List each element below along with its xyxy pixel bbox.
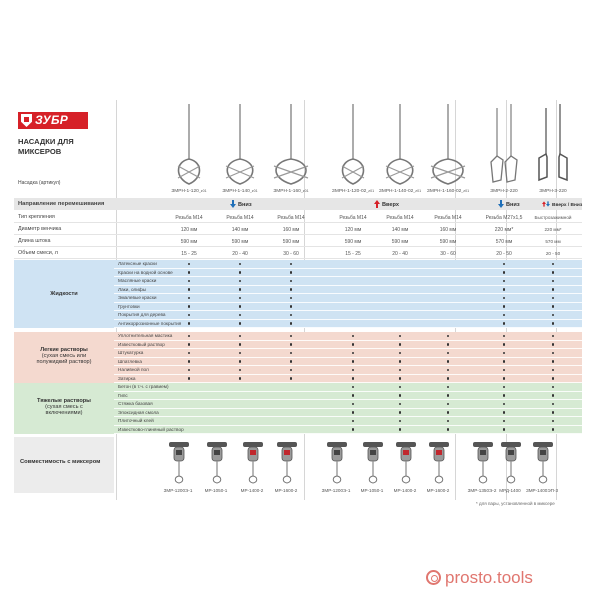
compatible-dot bbox=[352, 377, 355, 380]
compatible-dot bbox=[503, 314, 506, 317]
compatible-dot bbox=[503, 343, 506, 346]
compatible-dot bbox=[239, 322, 242, 325]
material-name: Известковый раствор bbox=[118, 341, 165, 347]
attachment-code-main: ЗМРН-3-220 bbox=[539, 189, 567, 194]
mixer-image bbox=[324, 440, 350, 489]
compatibility-label: Совместимость с миксером bbox=[20, 459, 101, 465]
material-row bbox=[114, 426, 582, 435]
compatible-dot bbox=[290, 314, 293, 317]
compatible-dot bbox=[352, 394, 355, 397]
compatible-dot bbox=[188, 377, 191, 380]
compatible-dot bbox=[188, 343, 191, 346]
material-name: Штукатурка bbox=[118, 350, 144, 356]
spec-value: 160 мм bbox=[282, 226, 300, 233]
direction-up-text: Вверх bbox=[382, 202, 399, 208]
spec-label: Объем смеси, л bbox=[18, 250, 58, 256]
mixer-model: МР-1400-2 bbox=[393, 488, 417, 493]
compatible-dot bbox=[447, 411, 450, 414]
compatible-dot bbox=[239, 360, 242, 363]
material-name: Грунтовки bbox=[118, 303, 140, 309]
mixer-paddle-image bbox=[385, 104, 415, 186]
attachment-code bbox=[327, 189, 379, 194]
material-row bbox=[114, 358, 582, 367]
compatible-dot bbox=[552, 335, 555, 338]
compatible-dot bbox=[188, 271, 191, 274]
spec-label: Тип крепления bbox=[18, 214, 55, 220]
material-row bbox=[114, 294, 582, 303]
arrow-down-icon bbox=[546, 200, 550, 208]
attachment-code-suffix: _z01 bbox=[300, 189, 309, 193]
compatible-dot bbox=[290, 288, 293, 291]
spec-value: Резьба М14 bbox=[386, 214, 414, 221]
material-name: Антикоррозионные покрытия bbox=[118, 320, 182, 326]
spec-value: 20 - 40 bbox=[232, 250, 248, 257]
mixer-paddle-image bbox=[486, 104, 522, 186]
attachment-label: Насадка (артикул) bbox=[18, 180, 61, 186]
compatible-dot bbox=[399, 369, 402, 372]
compatible-dot bbox=[290, 352, 293, 355]
material-section bbox=[14, 332, 582, 383]
compatible-dot bbox=[447, 386, 450, 389]
spec-value: 15 - 25 bbox=[181, 250, 197, 257]
zubr-logo bbox=[18, 112, 88, 129]
compatible-dot bbox=[503, 386, 506, 389]
mixer-image bbox=[204, 440, 230, 489]
spec-value: 570 мм bbox=[545, 238, 561, 244]
compatible-dot bbox=[352, 343, 355, 346]
material-row bbox=[114, 303, 582, 312]
attachment-code-suffix: _z01 bbox=[198, 189, 207, 193]
compatibility-label-cell bbox=[14, 437, 114, 493]
mixer-image bbox=[240, 440, 266, 489]
attachment-code-suffix: _z01 bbox=[249, 189, 258, 193]
compatible-dot bbox=[352, 428, 355, 431]
mixer-model: МР-1050-1 bbox=[204, 488, 228, 493]
mixer-model: МР-1050-1 bbox=[360, 488, 384, 493]
mixer-model: МР-1600-2 bbox=[426, 488, 450, 493]
direction-row bbox=[14, 198, 582, 210]
compatible-dot bbox=[552, 420, 555, 423]
compatible-dot bbox=[552, 271, 555, 274]
mixer-model: МР-1600-2 bbox=[274, 488, 298, 493]
section-label-cell bbox=[14, 383, 114, 434]
material-row bbox=[114, 349, 582, 358]
material-row bbox=[114, 383, 582, 392]
compatible-dot bbox=[447, 352, 450, 355]
spec-value: 590 мм bbox=[344, 238, 362, 245]
material-row bbox=[114, 277, 582, 286]
spec-value: Резьба М14 bbox=[226, 214, 254, 221]
compatible-dot bbox=[352, 360, 355, 363]
compatible-dot bbox=[352, 411, 355, 414]
compatible-dot bbox=[552, 386, 555, 389]
mixer-image bbox=[530, 440, 556, 489]
compatible-dot bbox=[188, 335, 191, 338]
spec-value: Резьба М14 bbox=[434, 214, 462, 221]
compatible-dot bbox=[503, 411, 506, 414]
compatible-dot bbox=[188, 360, 191, 363]
spec-value: 30 - 60 bbox=[283, 250, 299, 257]
compatible-dot bbox=[503, 335, 506, 338]
compatible-dot bbox=[399, 335, 402, 338]
spec-value: 570 мм bbox=[495, 238, 513, 245]
spec-value: Резьба М14 bbox=[339, 214, 367, 221]
compatible-dot bbox=[239, 288, 242, 291]
spec-value: 220 мм* bbox=[544, 226, 562, 232]
attachment-code-main: ЗМРН-1-160-02 bbox=[426, 189, 462, 194]
compatible-dot bbox=[352, 369, 355, 372]
arrow-up-icon bbox=[374, 200, 380, 208]
mixer-image bbox=[426, 440, 452, 489]
mixer-model: МР-1400-2 bbox=[240, 488, 264, 493]
compatible-dot bbox=[290, 263, 293, 266]
attachment-code-suffix: _z01 bbox=[366, 189, 375, 193]
attachment-code bbox=[265, 189, 317, 194]
material-name: Уплотнительная мастика bbox=[118, 333, 173, 339]
compatible-dot bbox=[503, 360, 506, 363]
compatible-dot bbox=[552, 369, 555, 372]
material-name: Эмалевые краски bbox=[118, 295, 157, 301]
section-title: Тяжелые растворы bbox=[37, 397, 91, 404]
compatible-dot bbox=[188, 369, 191, 372]
spec-value: 140 мм bbox=[231, 226, 249, 233]
attachment-code-suffix: _z01 bbox=[461, 189, 470, 193]
watermark-text: prosto.tools bbox=[445, 568, 533, 587]
compatible-dot bbox=[239, 305, 242, 308]
spec-row bbox=[14, 224, 582, 235]
attachment-code bbox=[527, 189, 579, 194]
mixer-paddle-image bbox=[433, 104, 463, 186]
compatible-dot bbox=[503, 305, 506, 308]
compatible-dot bbox=[399, 411, 402, 414]
compatible-dot bbox=[188, 297, 191, 300]
compatible-dot bbox=[399, 428, 402, 431]
compatible-dot bbox=[239, 314, 242, 317]
material-row bbox=[114, 400, 582, 409]
attachment-code bbox=[422, 189, 474, 194]
material-name: Затирка bbox=[118, 375, 136, 381]
spec-label: Длина штока bbox=[18, 238, 51, 244]
compatible-dot bbox=[503, 322, 506, 325]
compatible-dot bbox=[552, 314, 555, 317]
compatible-dot bbox=[503, 428, 506, 431]
compatible-dot bbox=[552, 377, 555, 380]
spec-value: 120 мм bbox=[344, 226, 362, 233]
compatible-dot bbox=[290, 305, 293, 308]
material-row bbox=[114, 366, 582, 375]
attachment-code-main: ЗМРН-2-220 bbox=[490, 189, 518, 194]
material-section bbox=[14, 260, 582, 328]
material-name: Шпатлевка bbox=[118, 358, 142, 364]
arrow-down-icon bbox=[498, 200, 504, 208]
spec-value: 140 мм bbox=[391, 226, 409, 233]
compatible-dot bbox=[552, 322, 555, 325]
compatible-dot bbox=[290, 297, 293, 300]
material-row bbox=[114, 417, 582, 426]
compatible-dot bbox=[239, 335, 242, 338]
material-row bbox=[114, 341, 582, 350]
material-row bbox=[114, 409, 582, 418]
compatible-dot bbox=[239, 369, 242, 372]
spec-value: 220 мм* bbox=[494, 226, 514, 233]
compatible-dot bbox=[399, 386, 402, 389]
spec-value: 160 мм bbox=[439, 226, 457, 233]
compatible-dot bbox=[290, 322, 293, 325]
spec-value: 120 мм bbox=[180, 226, 198, 233]
section-title: Жидкости bbox=[50, 291, 78, 297]
direction-up-group2 bbox=[374, 200, 399, 208]
compatible-dot bbox=[447, 343, 450, 346]
compatible-dot bbox=[447, 377, 450, 380]
compatible-dot bbox=[239, 352, 242, 355]
material-name: Краски на водной основе bbox=[118, 269, 173, 275]
attachment-code-main: ЗМРН-1-120 bbox=[171, 189, 199, 194]
compatible-dot bbox=[290, 343, 293, 346]
spec-value: Резьба М27х1,5 bbox=[485, 214, 523, 221]
material-row bbox=[114, 311, 582, 320]
compatible-dot bbox=[503, 271, 506, 274]
material-row bbox=[114, 260, 582, 269]
section-label bbox=[14, 398, 114, 417]
material-row bbox=[114, 332, 582, 341]
instagram-icon bbox=[426, 570, 441, 585]
compatible-dot bbox=[503, 288, 506, 291]
spec-row bbox=[14, 248, 582, 259]
logo-text: ЗУБР bbox=[35, 113, 69, 127]
section-label-cell bbox=[14, 260, 114, 328]
compatible-dot bbox=[239, 263, 242, 266]
compatible-dot bbox=[399, 352, 402, 355]
attachment-code-main: ЗМРН-1-160 bbox=[273, 189, 301, 194]
section-label bbox=[14, 291, 114, 297]
compatible-dot bbox=[188, 288, 191, 291]
material-name: Стяжка базовая bbox=[118, 401, 153, 407]
compatible-dot bbox=[552, 394, 555, 397]
material-name: Наливной пол bbox=[118, 367, 149, 373]
compatible-dot bbox=[399, 343, 402, 346]
compatible-dot bbox=[552, 352, 555, 355]
direction-down-text: Вниз bbox=[506, 202, 520, 208]
compatible-dot bbox=[290, 377, 293, 380]
compatible-dot bbox=[552, 288, 555, 291]
compatible-dot bbox=[352, 420, 355, 423]
attachment-code-main: ЗМРН-1-120-02 bbox=[331, 189, 367, 194]
compatible-dot bbox=[447, 420, 450, 423]
compatible-dot bbox=[552, 263, 555, 266]
material-row bbox=[114, 286, 582, 295]
mixer-paddle-image bbox=[276, 104, 306, 186]
compatible-dot bbox=[503, 394, 506, 397]
material-name: Гипс bbox=[118, 392, 128, 398]
compatible-dot bbox=[290, 369, 293, 372]
spec-label: Диаметр венчика bbox=[18, 226, 62, 232]
spec-value: 590 мм bbox=[439, 238, 457, 245]
spec-row bbox=[14, 212, 582, 223]
compatible-dot bbox=[552, 280, 555, 283]
compatible-dot bbox=[239, 297, 242, 300]
mixer-model: ЗМР-1400ЭП-3 bbox=[525, 488, 559, 493]
material-row bbox=[114, 320, 582, 329]
attachment-code bbox=[214, 189, 266, 194]
mixer-paddle-image bbox=[225, 104, 255, 186]
compatible-dot bbox=[188, 352, 191, 355]
mixer-image bbox=[360, 440, 386, 489]
compatible-dot bbox=[552, 305, 555, 308]
compatible-dot bbox=[399, 360, 402, 363]
compatible-dot bbox=[399, 394, 402, 397]
direction-label: Направление перемешивания bbox=[18, 201, 105, 207]
compatible-dot bbox=[552, 411, 555, 414]
compatible-dot bbox=[239, 377, 242, 380]
spec-value: 20 - 50 bbox=[545, 250, 561, 256]
compatible-dot bbox=[503, 369, 506, 372]
mixer-model: МРД-1400 bbox=[499, 488, 521, 493]
compatible-dot bbox=[552, 403, 555, 406]
page-title: НАСАДКИ ДЛЯ МИКСЕРОВ bbox=[18, 137, 74, 156]
compatible-dot bbox=[239, 271, 242, 274]
spec-value: 20 - 50 bbox=[496, 250, 512, 257]
compatible-dot bbox=[290, 335, 293, 338]
mixer-model: ЗМР-1200Э-1 bbox=[163, 488, 193, 493]
spec-value: 20 - 40 bbox=[392, 250, 408, 257]
compatible-dot bbox=[290, 280, 293, 283]
section-subtitle: (сухая смесь или полужидкий раствор) bbox=[36, 352, 92, 366]
compatible-dot bbox=[447, 369, 450, 372]
material-name: Бетон (в т.ч. с гравием) bbox=[118, 384, 169, 390]
compatible-dot bbox=[188, 263, 191, 266]
direction-updown-text: Вверх / Вниз bbox=[552, 203, 583, 208]
compatible-dot bbox=[552, 343, 555, 346]
compatible-dot bbox=[503, 352, 506, 355]
mixer-paddle-image bbox=[535, 104, 571, 186]
direction-down-group1 bbox=[230, 200, 252, 208]
shield-icon bbox=[21, 114, 32, 127]
compatible-dot bbox=[188, 314, 191, 317]
compatible-dot bbox=[503, 420, 506, 423]
compatible-dot bbox=[447, 403, 450, 406]
mixer-model: ЗМР-1350Э-2 bbox=[467, 488, 497, 493]
section-label bbox=[14, 347, 114, 366]
watermark bbox=[426, 568, 533, 588]
compatible-dot bbox=[447, 360, 450, 363]
compatible-dot bbox=[447, 394, 450, 397]
spec-value: 590 мм bbox=[282, 238, 300, 245]
compatible-dot bbox=[352, 403, 355, 406]
compatible-dot bbox=[447, 428, 450, 431]
material-name: Лаки, олифы bbox=[118, 286, 147, 292]
direction-down-group3 bbox=[498, 200, 520, 208]
section-label-cell bbox=[14, 332, 114, 383]
spec-value: 590 мм bbox=[180, 238, 198, 245]
mixer-image bbox=[166, 440, 192, 489]
compatible-dot bbox=[239, 280, 242, 283]
section-subtitle: (сухая смесь с включениями) bbox=[45, 403, 83, 417]
material-section bbox=[14, 383, 582, 434]
compatible-dot bbox=[503, 297, 506, 300]
material-row bbox=[114, 375, 582, 384]
compatible-dot bbox=[290, 271, 293, 274]
spec-value: Резьба М14 bbox=[175, 214, 203, 221]
direction-updown-group4 bbox=[542, 200, 582, 208]
compatible-dot bbox=[239, 343, 242, 346]
compatible-dot bbox=[399, 403, 402, 406]
compatible-dot bbox=[503, 377, 506, 380]
compatible-dot bbox=[352, 352, 355, 355]
section-band bbox=[114, 260, 582, 328]
spec-value: 590 мм bbox=[391, 238, 409, 245]
compatible-dot bbox=[447, 335, 450, 338]
mixer-image bbox=[274, 440, 300, 489]
attachment-code-main: ЗМРН-1-140 bbox=[222, 189, 250, 194]
material-name: Латексные краски bbox=[118, 261, 157, 267]
mixer-paddle-image bbox=[174, 104, 204, 186]
material-name: Плиточный клей bbox=[118, 418, 154, 424]
material-name: Покрытия для дерева bbox=[118, 312, 166, 318]
material-name: Известково-глиняный раствор bbox=[118, 426, 184, 432]
compatible-dot bbox=[399, 420, 402, 423]
spec-value: Резьба М14 bbox=[277, 214, 305, 221]
spec-value: 15 - 25 bbox=[345, 250, 361, 257]
mixer-image bbox=[393, 440, 419, 489]
direction-down-text: Вниз bbox=[238, 202, 252, 208]
compatible-dot bbox=[352, 386, 355, 389]
material-name: Эпоксидная смола bbox=[118, 409, 159, 415]
mixer-image bbox=[498, 440, 524, 489]
attachment-code bbox=[374, 189, 426, 194]
compatible-dot bbox=[552, 297, 555, 300]
compatible-dot bbox=[552, 360, 555, 363]
section-title: Легкие растворы bbox=[40, 346, 88, 353]
attachment-code bbox=[478, 189, 530, 194]
mixer-image bbox=[470, 440, 496, 489]
compatible-dot bbox=[188, 305, 191, 308]
compatible-dot bbox=[188, 322, 191, 325]
compatible-dot bbox=[503, 280, 506, 283]
attachment-code-suffix: _z01 bbox=[413, 189, 422, 193]
compatible-dot bbox=[399, 377, 402, 380]
compatible-dot bbox=[552, 428, 555, 431]
section-band bbox=[114, 383, 582, 434]
compatible-dot bbox=[352, 335, 355, 338]
section-band bbox=[114, 332, 582, 383]
compatible-dot bbox=[290, 360, 293, 363]
spec-value: Быстрозажимной bbox=[534, 214, 572, 220]
mixer-paddle-image bbox=[338, 104, 368, 186]
attachment-code bbox=[163, 189, 215, 194]
material-row bbox=[114, 392, 582, 401]
footnote: * для пары, установленной в миксере bbox=[476, 501, 555, 506]
spec-value: 30 - 60 bbox=[440, 250, 456, 257]
compatible-dot bbox=[188, 280, 191, 283]
arrow-down-icon bbox=[230, 200, 236, 208]
spec-row bbox=[14, 236, 582, 247]
material-name: Масляные краски bbox=[118, 278, 157, 284]
compatible-dot bbox=[503, 403, 506, 406]
spec-value: 590 мм bbox=[231, 238, 249, 245]
attachment-code-main: ЗМРН-1-140-02 bbox=[378, 189, 414, 194]
material-row bbox=[114, 269, 582, 278]
compatible-dot bbox=[503, 263, 506, 266]
mixer-model: ЗМР-1200Э-1 bbox=[321, 488, 351, 493]
